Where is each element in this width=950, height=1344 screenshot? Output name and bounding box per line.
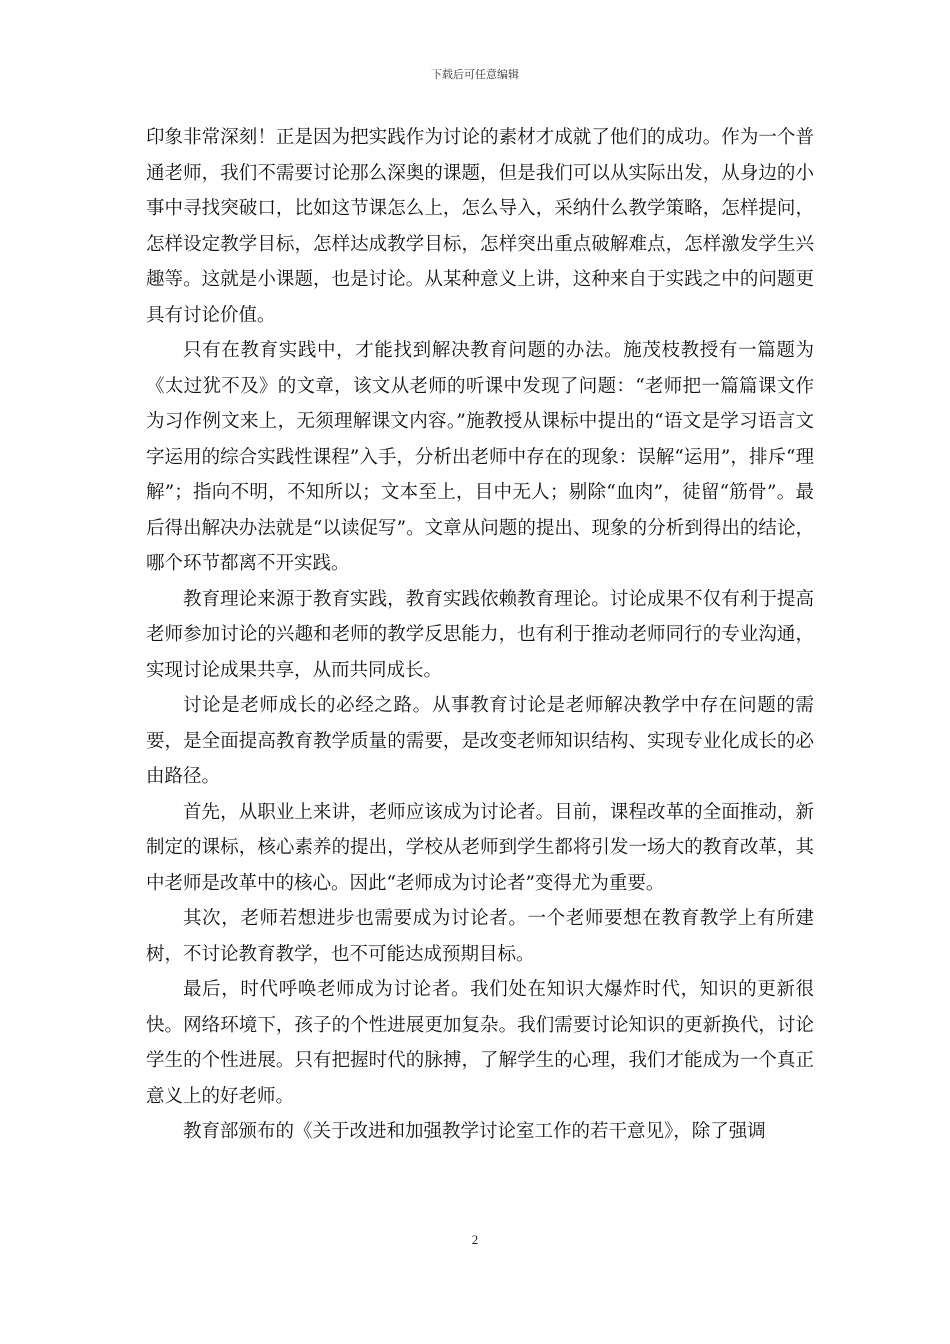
paragraph-continued: 印象非常深刻！正是因为把实践作为讨论的素材才成就了他们的成功。作为一个普通老师，我们不需要讨论那么深奥的课题，但是我们可以从实际出发，从身边的小事中寻找突破口，比如这节课怎么上，怎么导入，采纳什么教学策略，怎样提问，怎样设定教学目标，怎样达成教学目标，怎样突出重点破解难点，怎样激发学生兴趣等。这就是小课题，也是讨论。从某种意义上讲，这种来自于实践之中的问题更具有讨论价值。 [146, 127, 814, 326]
document-body [146, 120, 814, 1150]
paragraph: 首先，从职业上来讲，老师应该成为讨论者。目前，课程改革的全面推动，新制定的课标，核心素养的提出，学校从老师到学生都将引发一场大的教育改革，其中老师是改革中的核心。因此“老师成为讨论者”变得尤为重要。 [146, 801, 814, 894]
paragraph: 最后，时代呼唤老师成为讨论者。我们处在知识大爆炸时代，知识的更新很快。网络环境下，孩子的个性进展更加复杂。我们需要讨论知识的更新换代，讨论学生的个性进展。只有把握时代的脉搏，了解学生的心理，我们才能成为一个真正意义上的好老师。 [146, 979, 814, 1107]
paragraph: 教育理论来源于教育实践，教育实践依赖教育理论。讨论成果不仅有利于提高老师参加讨论的兴趣和老师的教学反思能力，也有利于推动老师同行的专业沟通，实现讨论成果共享，从而共同成长。 [146, 588, 814, 681]
page-number: 2 [471, 1232, 479, 1247]
paragraph: 讨论是老师成长的必经之路。从事教育讨论是老师解决教学中存在问题的需要，是全面提高教育教学质量的需要，是改变老师知识结构、实现专业化成长的必由路径。 [146, 695, 814, 787]
paragraph: 其次，老师若想进步也需要成为讨论者。一个老师要想在教育教学上有所建树，不讨论教育教学，也不可能达成预期目标。 [146, 908, 814, 965]
paragraph: 教育部颁布的《关于改进和加强教学讨论室工作的若干意见》，除了强调 [183, 1121, 766, 1142]
paragraph: 只有在教育实践中，才能找到解决教育问题的办法。施茂枝教授有一篇题为《太过犹不及》的文章，该文从老师的听课中发现了问题：“老师把一篇篇课文作为习作例文来上，无须理解课文内容。”施教授从课标中提出的“语文是学习语言文字运用的综合实践性课程”入手，分析出老师中存在的现象：误解“运用”，排斥“理解”；指向不明，不知所以；文本至上，目中无人；剔除“血肉”，徒留“筋骨”。最后得出解决办法就是“以读促写”。文章从问题的提出、现象的分析到得出的结论，哪个环节都离不开实践。 [146, 340, 814, 574]
page-header: 下载后可任意编辑 [431, 68, 519, 81]
